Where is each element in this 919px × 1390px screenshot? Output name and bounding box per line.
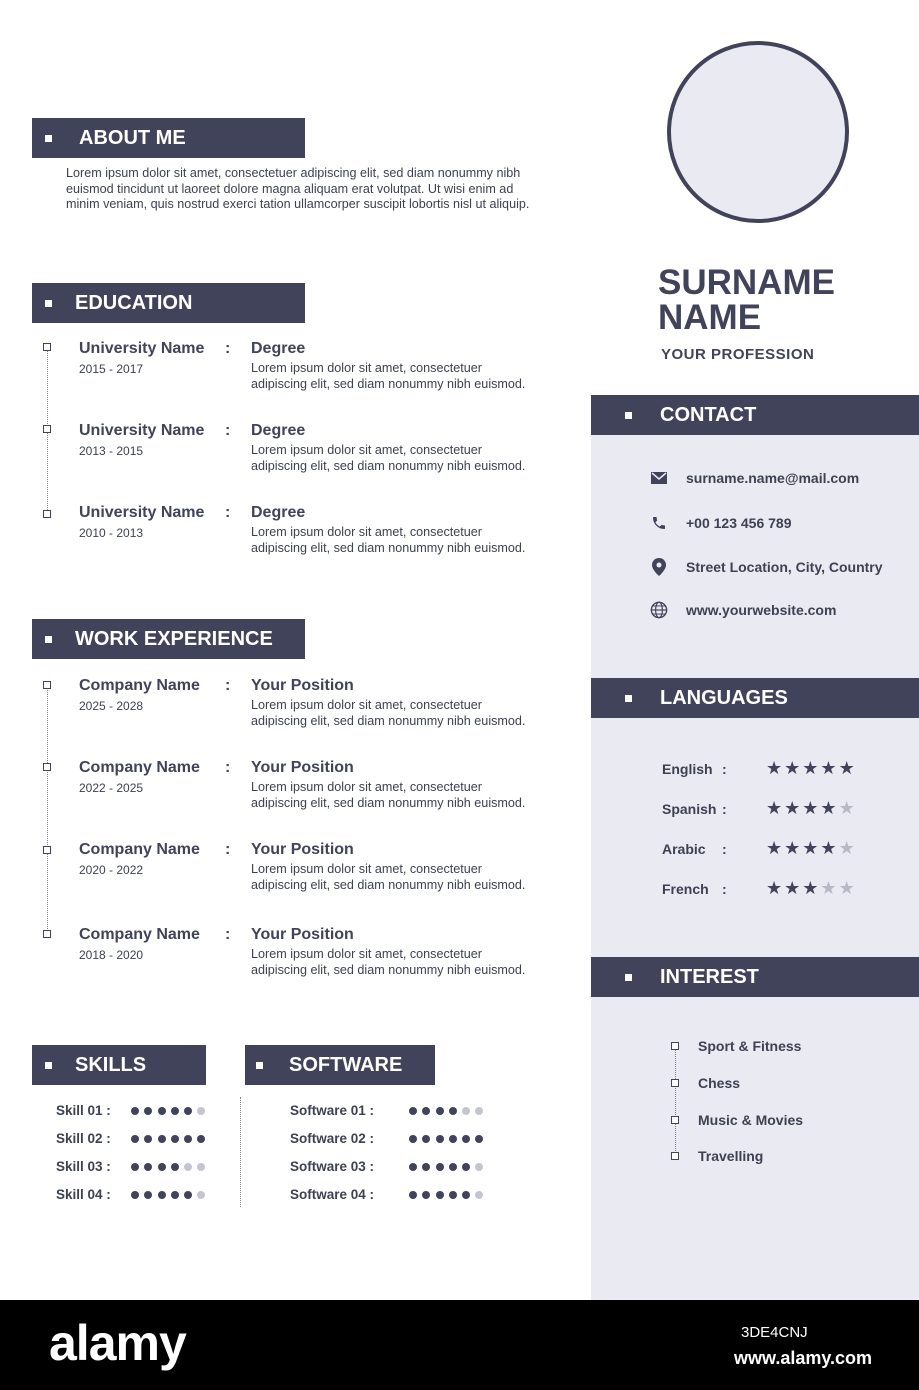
image-id: 3DE4CNJ xyxy=(741,1324,808,1341)
location-pin-icon xyxy=(650,558,668,576)
skills-title: SKILLS xyxy=(75,1054,147,1076)
level-dot-filled-icon xyxy=(462,1135,470,1143)
position: Your Position xyxy=(251,841,354,858)
level-dot-filled-icon xyxy=(144,1107,152,1115)
languages-title: LANGUAGES xyxy=(660,687,788,709)
skill-row-label: Skill 03 : xyxy=(56,1159,111,1174)
about-text: Lorem ipsum dolor sit amet, consectetuer adipiscing elit, sed diam nonummy nibh euismod tincidunt ut laoreet dolore magna aliquam erat volutpat. Ut wisi enim ad minim veniam, quis nostrud exerci tation ullamcorper suscipit lobortis nisl ut aliquip. xyxy=(66,166,530,212)
phone-text: +00 123 456 789 xyxy=(686,515,792,531)
skill-row-level xyxy=(131,1191,211,1199)
level-dot-filled-icon xyxy=(158,1107,166,1115)
university-name: University Name xyxy=(79,340,205,357)
company-name: Company Name xyxy=(79,759,200,776)
star-filled-icon: ★ xyxy=(766,798,785,818)
work-header xyxy=(32,619,305,659)
level-dot-filled-icon xyxy=(144,1191,152,1199)
level-dot-filled-icon xyxy=(422,1107,430,1115)
language-rating xyxy=(766,838,857,859)
level-dot-empty-icon xyxy=(475,1107,483,1115)
separator-colon: : xyxy=(722,841,727,857)
company-name: Company Name xyxy=(79,677,200,694)
company-name: Company Name xyxy=(79,841,200,858)
level-dot-filled-icon xyxy=(422,1135,430,1143)
level-dot-filled-icon xyxy=(131,1163,139,1171)
position: Your Position xyxy=(251,677,354,694)
level-dot-filled-icon xyxy=(422,1163,430,1171)
language-name: English xyxy=(662,761,713,777)
star-empty-icon: ★ xyxy=(820,878,839,898)
language-name: Spanish xyxy=(662,801,717,817)
level-dot-filled-icon xyxy=(449,1107,457,1115)
level-dot-filled-icon xyxy=(171,1191,179,1199)
level-dot-filled-icon xyxy=(422,1191,430,1199)
software-title: SOFTWARE xyxy=(289,1054,403,1076)
level-dot-filled-icon xyxy=(184,1191,192,1199)
level-dot-empty-icon xyxy=(184,1163,192,1171)
timeline-node-icon xyxy=(671,1079,679,1087)
skill-row-level xyxy=(131,1107,211,1115)
separator-colon: : xyxy=(225,504,231,521)
bullet-square-icon xyxy=(625,695,632,702)
software-row-label: Software 04 : xyxy=(290,1187,375,1202)
about-header xyxy=(32,118,305,158)
star-filled-icon: ★ xyxy=(820,758,839,778)
level-dot-filled-icon xyxy=(158,1191,166,1199)
education-years: 2010 - 2013 xyxy=(79,526,144,540)
name: NAME xyxy=(658,298,762,337)
level-dot-filled-icon xyxy=(436,1191,444,1199)
timeline-node-icon xyxy=(43,343,51,351)
level-dot-filled-icon xyxy=(475,1135,483,1143)
skill-row-label: Skill 02 : xyxy=(56,1131,111,1146)
education-years: 2013 - 2015 xyxy=(79,444,144,458)
surname: SURNAME xyxy=(658,263,835,302)
level-dot-filled-icon xyxy=(131,1135,139,1143)
timeline-node-icon xyxy=(43,425,51,433)
interest-title: INTEREST xyxy=(660,966,759,988)
level-dot-empty-icon xyxy=(197,1191,205,1199)
level-dot-filled-icon xyxy=(462,1163,470,1171)
level-dot-filled-icon xyxy=(171,1107,179,1115)
software-row-label: Software 03 : xyxy=(290,1159,375,1174)
globe-icon xyxy=(650,601,668,619)
level-dot-filled-icon xyxy=(184,1107,192,1115)
separator-colon: : xyxy=(225,926,231,943)
software-row-level xyxy=(409,1107,489,1115)
star-filled-icon: ★ xyxy=(802,758,821,778)
software-row-level xyxy=(409,1135,489,1143)
envelope-icon xyxy=(650,469,668,487)
star-filled-icon: ★ xyxy=(802,838,821,858)
level-dot-filled-icon xyxy=(449,1163,457,1171)
work-description: Lorem ipsum dolor sit amet, consectetuer adipiscing elit, sed diam nonummy nibh euismod. xyxy=(251,862,526,892)
alamy-logo: alamy xyxy=(49,1315,186,1371)
timeline-node-icon xyxy=(671,1116,679,1124)
level-dot-filled-icon xyxy=(436,1163,444,1171)
level-dot-filled-icon xyxy=(131,1107,139,1115)
university-name: University Name xyxy=(79,504,205,521)
star-filled-icon: ★ xyxy=(784,798,803,818)
skills-header xyxy=(32,1045,206,1085)
interest-label: Music & Movies xyxy=(698,1112,804,1128)
star-filled-icon: ★ xyxy=(838,758,857,778)
level-dot-filled-icon xyxy=(436,1107,444,1115)
language-rating xyxy=(766,878,857,899)
separator-colon: : xyxy=(225,340,231,357)
level-dot-filled-icon xyxy=(449,1191,457,1199)
timeline-node-icon xyxy=(671,1152,679,1160)
bullet-square-icon xyxy=(45,300,52,307)
profile-photo-placeholder xyxy=(667,41,849,223)
contact-title: CONTACT xyxy=(660,404,757,426)
work-years: 2025 - 2028 xyxy=(79,699,144,713)
level-dot-filled-icon xyxy=(409,1135,417,1143)
language-rating xyxy=(766,758,857,779)
level-dot-filled-icon xyxy=(171,1135,179,1143)
level-dot-filled-icon xyxy=(449,1135,457,1143)
separator-colon: : xyxy=(722,881,727,897)
skills-software-divider xyxy=(240,1097,241,1207)
address-text: Street Location, City, Country xyxy=(686,559,883,575)
university-name: University Name xyxy=(79,422,205,439)
timeline-node-icon xyxy=(43,510,51,518)
software-header xyxy=(245,1045,435,1085)
bullet-square-icon xyxy=(625,974,632,981)
timeline-node-icon xyxy=(43,846,51,854)
interest-label: Travelling xyxy=(698,1148,764,1164)
level-dot-filled-icon xyxy=(144,1163,152,1171)
education-description: Lorem ipsum dolor sit amet, consectetuer adipiscing elit, sed diam nonummy nibh euismod. xyxy=(251,443,526,473)
level-dot-filled-icon xyxy=(158,1163,166,1171)
interest-label: Sport & Fitness xyxy=(698,1038,802,1054)
star-empty-icon: ★ xyxy=(838,838,857,858)
star-filled-icon: ★ xyxy=(784,878,803,898)
star-filled-icon: ★ xyxy=(820,838,839,858)
star-filled-icon: ★ xyxy=(766,838,785,858)
timeline-node-icon xyxy=(43,930,51,938)
separator-colon: : xyxy=(225,841,231,858)
level-dot-filled-icon xyxy=(462,1191,470,1199)
contact-header xyxy=(591,395,919,435)
degree: Degree xyxy=(251,504,306,521)
work-years: 2018 - 2020 xyxy=(79,948,144,962)
separator-colon: : xyxy=(722,801,727,817)
work-years: 2020 - 2022 xyxy=(79,863,144,877)
work-description: Lorem ipsum dolor sit amet, consectetuer adipiscing elit, sed diam nonummy nibh euismod. xyxy=(251,780,526,810)
separator-colon: : xyxy=(225,422,231,439)
bullet-square-icon xyxy=(45,1062,52,1069)
star-filled-icon: ★ xyxy=(784,838,803,858)
profession: YOUR PROFESSION xyxy=(661,346,815,363)
level-dot-filled-icon xyxy=(409,1107,417,1115)
full-name xyxy=(658,265,908,335)
company-name: Company Name xyxy=(79,926,200,943)
level-dot-filled-icon xyxy=(409,1191,417,1199)
position: Your Position xyxy=(251,759,354,776)
software-row-level xyxy=(409,1163,489,1171)
email-text: surname.name@mail.com xyxy=(686,470,860,486)
bullet-square-icon xyxy=(45,135,52,142)
language-name: French xyxy=(662,881,709,897)
star-filled-icon: ★ xyxy=(820,798,839,818)
level-dot-empty-icon xyxy=(197,1163,205,1171)
work-years: 2022 - 2025 xyxy=(79,781,144,795)
separator-colon: : xyxy=(225,759,231,776)
separator-colon: : xyxy=(722,761,727,777)
star-filled-icon: ★ xyxy=(802,878,821,898)
interest-header xyxy=(591,957,919,997)
software-row-label: Software 02 : xyxy=(290,1131,375,1146)
timeline-node-icon xyxy=(671,1042,679,1050)
phone-icon xyxy=(650,514,668,532)
education-description: Lorem ipsum dolor sit amet, consectetuer adipiscing elit, sed diam nonummy nibh euismod. xyxy=(251,361,526,391)
level-dot-filled-icon xyxy=(409,1163,417,1171)
star-filled-icon: ★ xyxy=(766,758,785,778)
languages-header xyxy=(591,678,919,718)
education-title: EDUCATION xyxy=(75,292,193,314)
bullet-square-icon xyxy=(45,636,52,643)
language-rating xyxy=(766,798,857,819)
work-description: Lorem ipsum dolor sit amet, consectetuer adipiscing elit, sed diam nonummy nibh euismod. xyxy=(251,698,526,728)
level-dot-empty-icon xyxy=(475,1191,483,1199)
work-description: Lorem ipsum dolor sit amet, consectetuer adipiscing elit, sed diam nonummy nibh euismod. xyxy=(251,947,526,977)
bullet-square-icon xyxy=(625,412,632,419)
level-dot-filled-icon xyxy=(171,1163,179,1171)
star-filled-icon: ★ xyxy=(802,798,821,818)
interest-timeline xyxy=(675,1045,676,1157)
skill-row-level xyxy=(131,1135,211,1143)
level-dot-filled-icon xyxy=(158,1135,166,1143)
timeline-node-icon xyxy=(43,681,51,689)
bullet-square-icon xyxy=(256,1062,263,1069)
level-dot-filled-icon xyxy=(436,1135,444,1143)
position: Your Position xyxy=(251,926,354,943)
level-dot-filled-icon xyxy=(184,1135,192,1143)
level-dot-filled-icon xyxy=(144,1135,152,1143)
level-dot-filled-icon xyxy=(197,1135,205,1143)
work-timeline xyxy=(47,685,48,935)
work-title: WORK EXPERIENCE xyxy=(75,628,273,650)
skill-row-label: Skill 04 : xyxy=(56,1187,111,1202)
skill-row-level xyxy=(131,1163,211,1171)
education-description: Lorem ipsum dolor sit amet, consectetuer adipiscing elit, sed diam nonummy nibh euismod. xyxy=(251,525,526,555)
education-header xyxy=(32,283,305,323)
star-empty-icon: ★ xyxy=(838,878,857,898)
language-name: Arabic xyxy=(662,841,706,857)
level-dot-empty-icon xyxy=(475,1163,483,1171)
star-filled-icon: ★ xyxy=(766,878,785,898)
software-row-level xyxy=(409,1191,489,1199)
level-dot-empty-icon xyxy=(462,1107,470,1115)
about-title: ABOUT ME xyxy=(79,127,186,149)
website-text: www.yourwebsite.com xyxy=(686,602,837,618)
level-dot-filled-icon xyxy=(131,1191,139,1199)
education-years: 2015 - 2017 xyxy=(79,362,144,376)
skill-row-label: Skill 01 : xyxy=(56,1103,111,1118)
separator-colon: : xyxy=(225,677,231,694)
alamy-website: www.alamy.com xyxy=(734,1348,873,1368)
level-dot-empty-icon xyxy=(197,1107,205,1115)
star-empty-icon: ★ xyxy=(838,798,857,818)
degree: Degree xyxy=(251,422,306,439)
interest-label: Chess xyxy=(698,1075,741,1091)
timeline-node-icon xyxy=(43,763,51,771)
software-row-label: Software 01 : xyxy=(290,1103,375,1118)
degree: Degree xyxy=(251,340,306,357)
star-filled-icon: ★ xyxy=(784,758,803,778)
